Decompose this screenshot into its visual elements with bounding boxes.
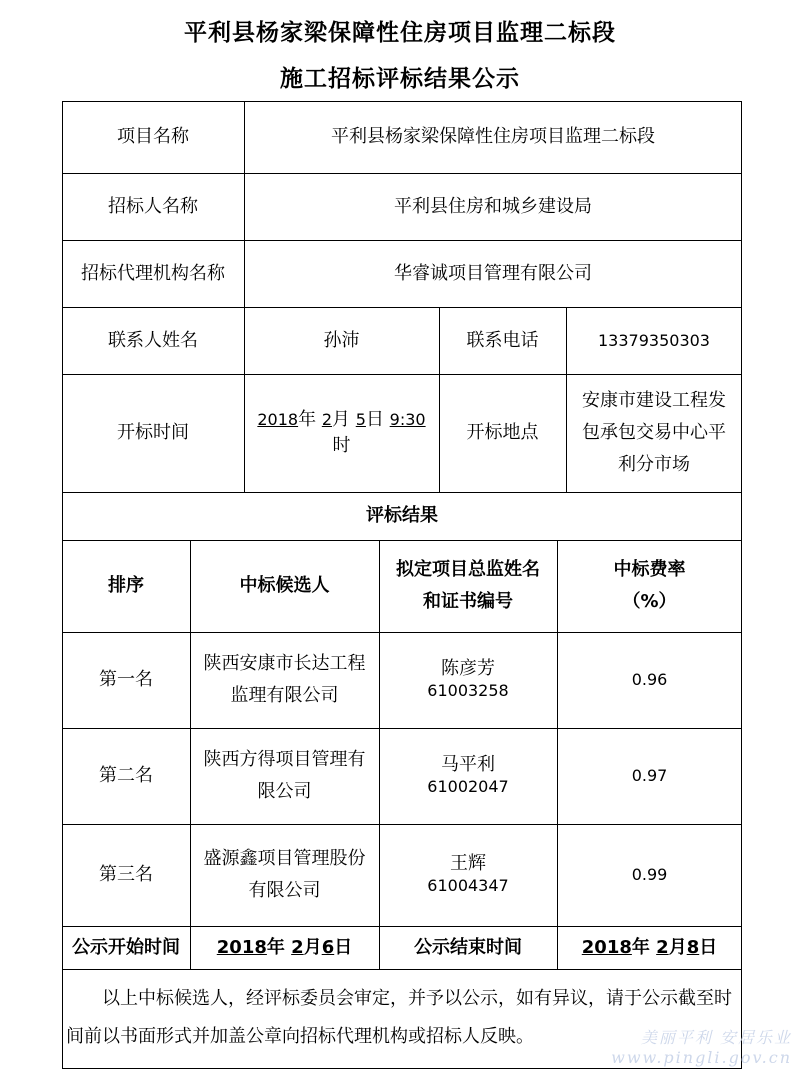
publicity-start-value xyxy=(190,926,379,969)
opening-day-unit: 日 xyxy=(365,409,384,430)
phone-value: 13379350303 xyxy=(598,330,710,350)
table-line xyxy=(62,969,742,970)
notice-text: 以上中标候选人，经评标委员会审定，并予以公示，如有异议，请于公示截至时间前以书面形式并加盖公章向招标代理机构或招标人反映。 xyxy=(66,988,732,1047)
row3-supervisor xyxy=(379,824,557,926)
row1-cert: 61003258 xyxy=(427,681,509,700)
start-day: 6 xyxy=(321,936,335,958)
watermark-url: www.pingli.gov.cn xyxy=(611,1048,792,1067)
opening-clock: 9:30 xyxy=(389,410,426,429)
site-watermark xyxy=(611,1028,792,1068)
row2-rate: 0.97 xyxy=(631,766,668,785)
row1-rate: 0.96 xyxy=(631,670,668,689)
opening-day: 5 xyxy=(355,410,366,429)
column-rate: 中标费率（%） xyxy=(613,559,686,612)
start-year: 2018 xyxy=(216,936,267,958)
row2-supervisor-name: 马平利 xyxy=(441,754,495,775)
row1-supervisor-name: 陈彦芳 xyxy=(441,658,495,679)
row3-candidate: 盛源鑫项目管理股份有限公司 xyxy=(203,848,366,901)
document-subtitle: 施工招标评标结果公示 xyxy=(280,66,520,92)
row2-rank: 第二名 xyxy=(99,765,153,786)
row3-cert: 61004347 xyxy=(427,876,509,895)
row3-supervisor-name: 王辉 xyxy=(450,853,486,874)
start-month-unit: 月 xyxy=(303,936,322,958)
column-supervisor: 拟定项目总监姓名和证书编号 xyxy=(396,559,540,612)
start-month: 2 xyxy=(291,936,304,958)
table-line xyxy=(62,1068,742,1069)
start-year-unit: 年 xyxy=(266,936,285,958)
opening-month: 2 xyxy=(321,410,333,429)
opening-year: 2018 xyxy=(257,410,299,429)
result-table xyxy=(62,101,742,1069)
opening-place-value: 安康市建设工程发包承包交易中心平利分市场 xyxy=(582,390,726,475)
result-header: 评标结果 xyxy=(366,505,438,526)
document-title: 平利县杨家梁保障性住房项目监理二标段 xyxy=(184,20,616,46)
row1-rank: 第一名 xyxy=(99,669,153,690)
opening-place-label: 开标地点 xyxy=(466,422,539,443)
publicity-start-label: 公示开始时间 xyxy=(72,936,180,958)
opening-year-unit: 年 xyxy=(298,409,317,430)
project-name-value: 平利县杨家梁保障性住房项目监理二标段 xyxy=(331,126,655,147)
agency-value: 华睿诚项目管理有限公司 xyxy=(394,262,592,284)
start-day-unit: 日 xyxy=(334,936,353,958)
row2-cert: 61002047 xyxy=(427,777,509,796)
row2-supervisor xyxy=(379,728,557,824)
end-year-unit: 年 xyxy=(631,936,650,958)
row2-candidate: 陕西方得项目管理有限公司 xyxy=(203,749,366,802)
row1-candidate: 陕西安康市长达工程监理有限公司 xyxy=(203,653,366,706)
opening-time-label: 开标时间 xyxy=(117,422,189,443)
agency-label: 招标代理机构名称 xyxy=(81,262,225,284)
contact-value: 孙沛 xyxy=(323,329,360,351)
end-month: 2 xyxy=(656,936,669,958)
end-month-unit: 月 xyxy=(668,936,687,958)
column-rank: 排序 xyxy=(108,575,144,596)
column-candidate: 中标候选人 xyxy=(239,575,330,596)
publicity-end-label: 公示结束时间 xyxy=(414,936,522,958)
end-day: 8 xyxy=(686,936,700,958)
end-day-unit: 日 xyxy=(699,936,718,958)
tenderer-value: 平利县住房和城乡建设局 xyxy=(394,195,592,217)
project-name-label: 项目名称 xyxy=(117,126,189,147)
contact-label: 联系人姓名 xyxy=(108,329,198,351)
watermark-slogan: 美丽平利 安居乐业 xyxy=(640,1028,792,1047)
opening-month-unit: 月 xyxy=(332,409,351,430)
phone-label: 联系电话 xyxy=(466,329,539,351)
tenderer-label: 招标人名称 xyxy=(108,195,198,217)
row3-rank: 第三名 xyxy=(99,864,153,885)
publicity-end-value xyxy=(557,926,742,969)
row3-rate: 0.99 xyxy=(631,865,668,884)
opening-time-value xyxy=(244,374,439,492)
opening-time-unit: 时 xyxy=(332,435,351,456)
end-year: 2018 xyxy=(581,936,632,958)
row1-supervisor xyxy=(379,632,557,728)
